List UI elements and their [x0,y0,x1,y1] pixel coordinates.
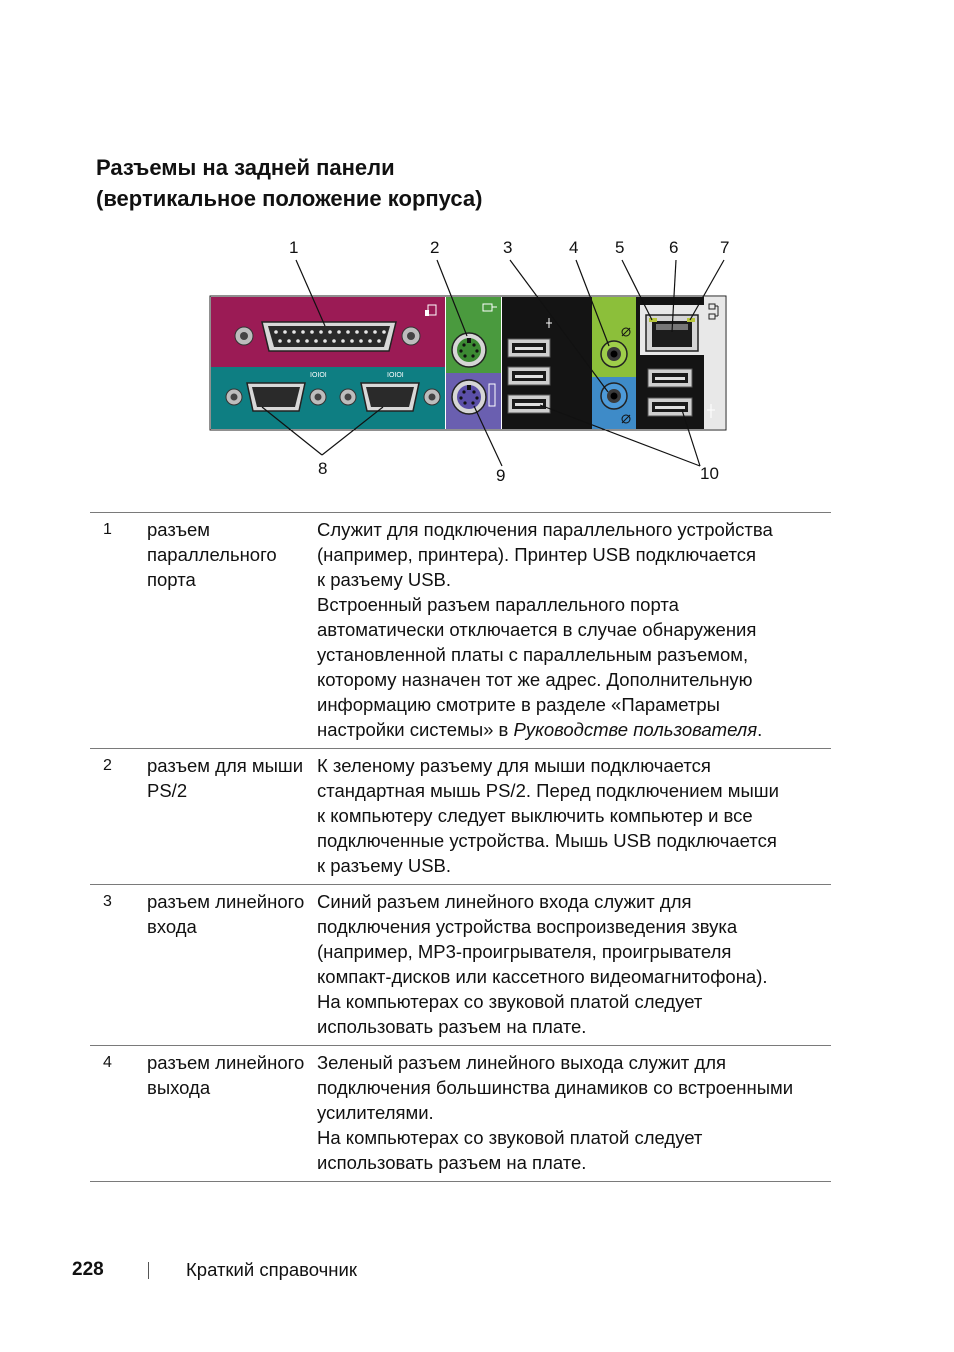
usb-port-1 [508,339,550,357]
section-title: Краткий справочник [186,1259,357,1280]
parallel-pin [319,330,323,334]
desc-line: информацию смотрите в разделе «Параметры [317,694,720,715]
page-title [96,152,856,214]
desc-last-prefix: настройки системы» в [317,719,514,740]
row-description [317,753,831,878]
back-panel-diagram [0,230,954,500]
desc-line: к разъему USB. [317,569,452,590]
user-guide-reference: Руководстве пользователя [513,719,758,740]
row-number: 1 [103,521,112,538]
ps2-mouse-port [452,333,486,367]
callout-5: 5 [615,238,625,257]
parallel-pin [305,339,309,343]
parallel-pin [368,339,372,343]
desc-line: подключения большинства динамиков со встроенными [317,1077,794,1098]
callout-2: 2 [430,238,440,257]
serial-icon-1: IOIOI [310,372,327,379]
parallel-pin [382,330,386,334]
table-row [90,885,831,1046]
desc-line-last [317,717,831,742]
callout-7: 7 [720,238,730,257]
row-name: разъем для мыши PS/2 [147,755,304,801]
connectors-table [90,512,831,1182]
desc-line: использовать разъем на плате. [317,1016,587,1037]
table-row [90,749,831,885]
callout-9: 9 [496,466,506,485]
desc-line: использовать разъем на плате. [317,1152,587,1173]
usb-port-3 [508,395,550,413]
usb-port-4 [648,369,692,387]
desc-line: стандартная мышь PS/2. Перед подключением мыши [317,780,779,801]
row-number: 2 [103,757,112,774]
parallel-pin [283,330,287,334]
desc-line: (например, MP3-проигрывателя, проигрывателя [317,941,732,962]
row-name: разъем параллельного порта [147,519,277,590]
serial-icon-2: IOIOI [387,372,404,379]
title-line-2: (вертикальное положение корпуса) [96,186,483,211]
desc-last-suffix: . [757,719,763,740]
desc-line: автоматически отключается в случае обнаружения [317,619,757,640]
desc-line: На компьютерах со звуковой платой следует [317,991,703,1012]
parallel-pin [364,330,368,334]
parallel-pin [346,330,350,334]
callout-6: 6 [669,238,679,257]
parallel-pin [323,339,327,343]
title-line-1: Разъемы на задней панели [96,155,395,180]
table-row [90,513,831,749]
desc-line: Синий разъем линейного входа служит для [317,891,692,912]
parallel-pin [301,330,305,334]
row-number: 3 [103,893,112,910]
page-number: 228 [72,1259,104,1280]
callout-3: 3 [503,238,513,257]
desc-line: к разъему USB. [317,855,452,876]
parallel-pin [377,339,381,343]
desc-line: подключенные устройства. Мышь USB подключается [317,830,777,851]
callout-8: 8 [318,459,328,478]
callout-1: 1 [289,238,299,257]
desc-line: Зеленый разъем линейного выхода служит для [317,1052,727,1073]
row-description [317,517,831,742]
back-panel-figure [0,230,954,500]
parallel-pin [314,339,318,343]
desc-line: установленной платы с параллельным разъемом, [317,644,749,665]
desc-line: компакт-дисков или кассетного видеомагнитофона). [317,966,768,987]
ps2-keyboard-port [452,380,486,414]
parallel-pin [287,339,291,343]
desc-line: усилителями. [317,1102,434,1123]
parallel-pin [373,330,377,334]
callout-4: 4 [569,238,579,257]
desc-line: Встроенный разъем параллельного порта [317,594,679,615]
row-description [317,1050,831,1175]
desc-line: которому назначен тот же адрес. Дополнительную [317,669,753,690]
parallel-pin [359,339,363,343]
footer-separator [148,1262,149,1279]
usb-port-5 [648,398,692,416]
desc-line: Служит для подключения параллельного устройства [317,519,773,540]
desc-line: На компьютерах со звуковой платой следует [317,1127,703,1148]
parallel-pin [274,330,278,334]
desc-line: К зеленому разъему для мыши подключается [317,755,711,776]
row-name: разъем линейного выхода [147,1052,305,1098]
desc-line: к компьютеру следует выключить компьютер и все [317,805,753,826]
desc-line: подключения устройства воспроизведения звука [317,916,738,937]
row-description [317,889,831,1039]
table-row [90,1046,831,1182]
parallel-pin [332,339,336,343]
parallel-pin [328,330,332,334]
parallel-pin [350,339,354,343]
parallel-pin [278,339,282,343]
parallel-pin [355,330,359,334]
row-number: 4 [103,1054,112,1071]
line-out-jack [601,341,627,367]
parallel-pin [337,330,341,334]
callout-10: 10 [700,464,719,483]
page-footer [72,1257,872,1283]
parallel-pin [296,339,300,343]
parallel-pin [341,339,345,343]
parallel-pin [292,330,296,334]
desc-line: (например, принтера). Принтер USB подключается [317,544,757,565]
usb-port-2 [508,367,550,385]
parallel-pin [310,330,314,334]
row-name: разъем линейного входа [147,891,305,937]
network-adapter-connector [646,315,698,351]
